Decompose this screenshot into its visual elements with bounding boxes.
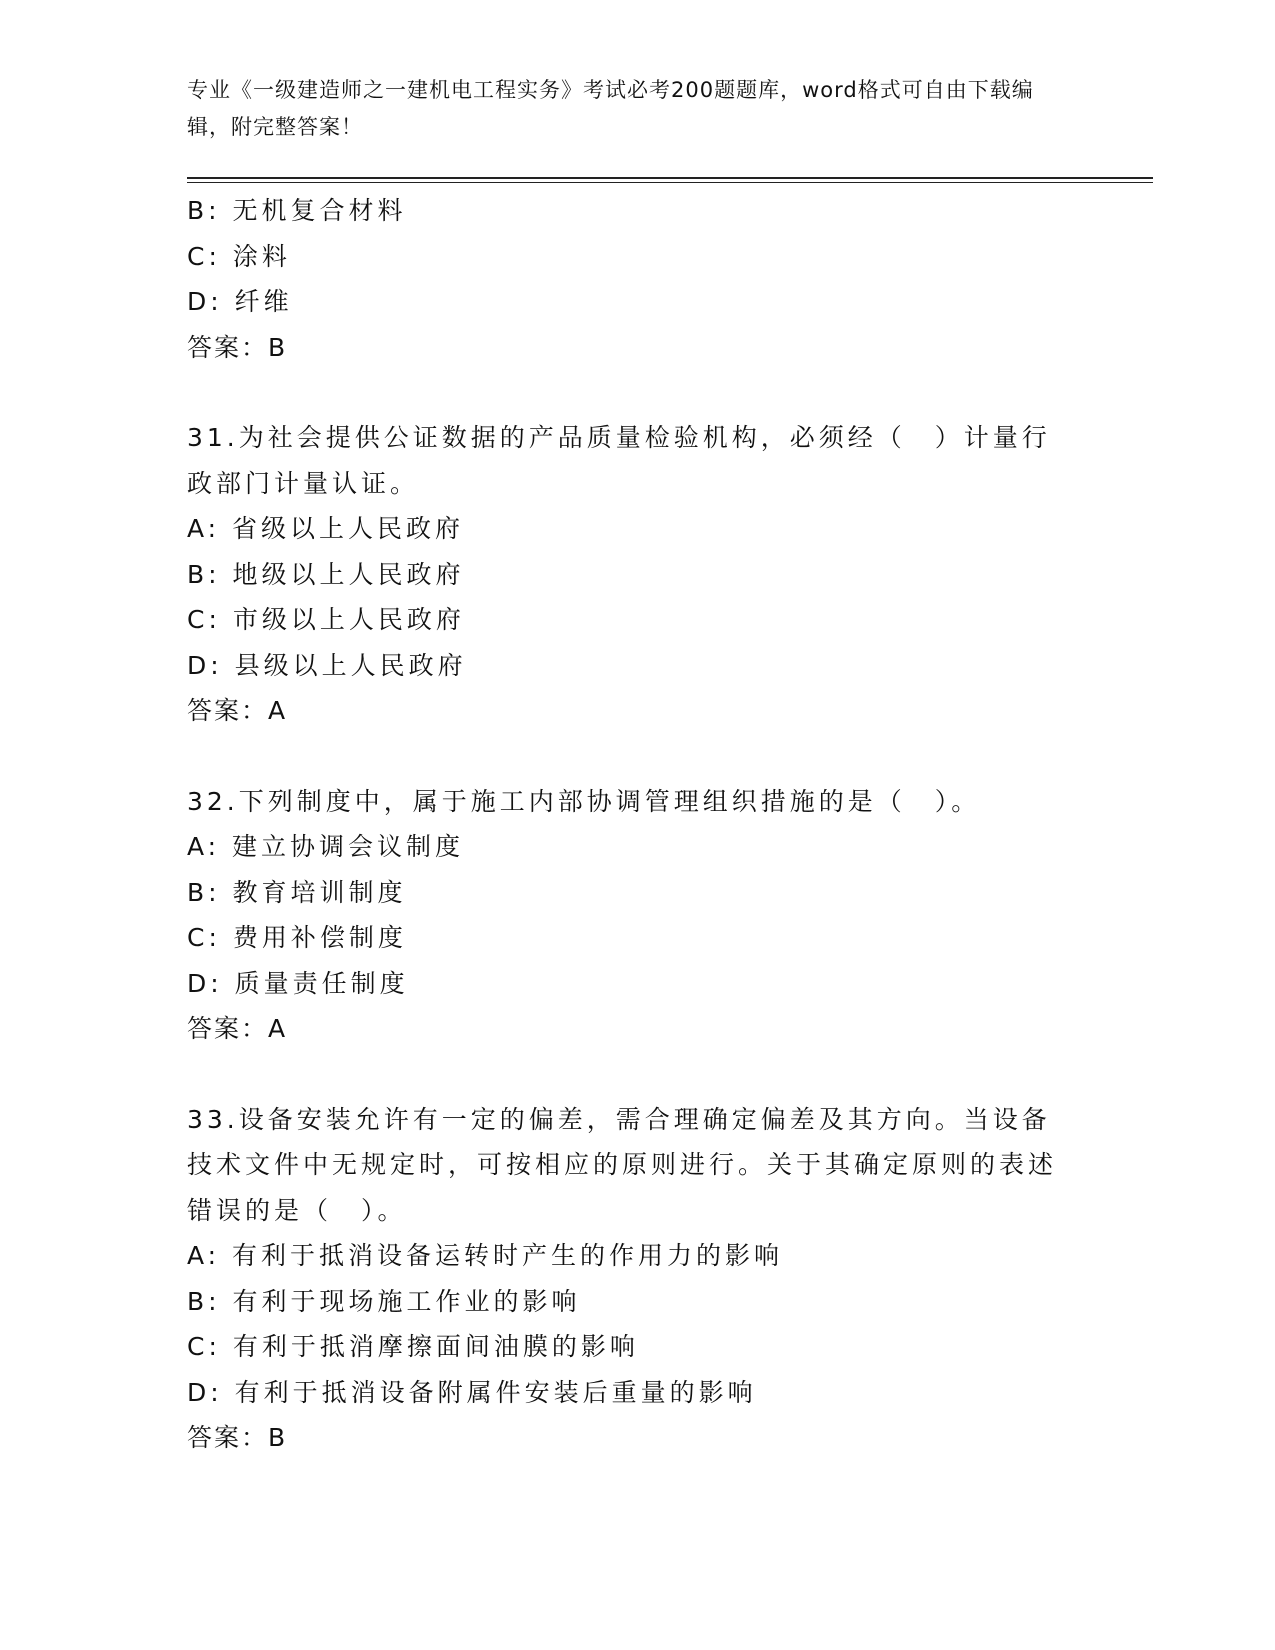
option-b: B: 地级以上人民政府 — [187, 559, 465, 589]
option-b: B: 无机复合材料 — [187, 196, 407, 225]
option-d: D: 质量责任制度 — [187, 968, 409, 998]
option-c: C: 费用补偿制度 — [187, 923, 407, 952]
question-block-continued — [187, 188, 1087, 370]
option-d: D: 县级以上人民政府 — [187, 650, 467, 680]
answer-line: 答案：A — [187, 696, 288, 725]
spacer — [187, 1052, 1087, 1097]
option-c: C: 市级以上人民政府 — [187, 605, 465, 634]
question-block-33 — [187, 1097, 1087, 1461]
answer-line: 答案：A — [187, 1014, 288, 1043]
option-b: B: 有利于现场施工作业的影响 — [187, 1286, 581, 1316]
header-divider-thin — [187, 182, 1153, 183]
document-body — [187, 188, 1087, 1461]
option-d: D: 纤维 — [187, 287, 293, 316]
question-stem: 33.设备安装允许有一定的偏差，需合理确定偏差及其方向。当设备技术文件中无规定时，可按相应的原则进行。关于其确定原则的表述错误的是（ ）。 — [187, 1104, 1058, 1225]
page-header: 专业《一级建造师之一建机电工程实务》考试必考200题题库，word格式可自由下载编辑，附完整答案！ — [187, 78, 1034, 139]
option-c: C: 有利于抵消摩擦面间油膜的影响 — [187, 1332, 639, 1361]
option-b: B: 教育培训制度 — [187, 877, 407, 907]
option-c: C: 涂料 — [187, 241, 291, 271]
option-a: A: 建立协调会议制度 — [187, 832, 465, 861]
question-block-31 — [187, 415, 1087, 734]
header-divider-thick — [187, 177, 1153, 179]
option-d: D: 有利于抵消设备附属件安装后重量的影响 — [187, 1377, 757, 1407]
option-a: A: 省级以上人民政府 — [187, 514, 465, 543]
question-stem: 32.下列制度中，属于施工内部协调管理组织措施的是（ ）。 — [187, 786, 981, 816]
spacer — [187, 734, 1087, 779]
option-a: A: 有利于抵消设备运转时产生的作用力的影响 — [187, 1241, 784, 1270]
question-stem: 31.为社会提供公证数据的产品质量检验机构，必须经（ ）计量行政部门计量认证。 — [187, 423, 1051, 498]
answer-line: 答案：B — [187, 1423, 288, 1452]
spacer — [187, 370, 1087, 415]
question-block-32 — [187, 779, 1087, 1052]
answer-line: 答案：B — [187, 332, 288, 362]
